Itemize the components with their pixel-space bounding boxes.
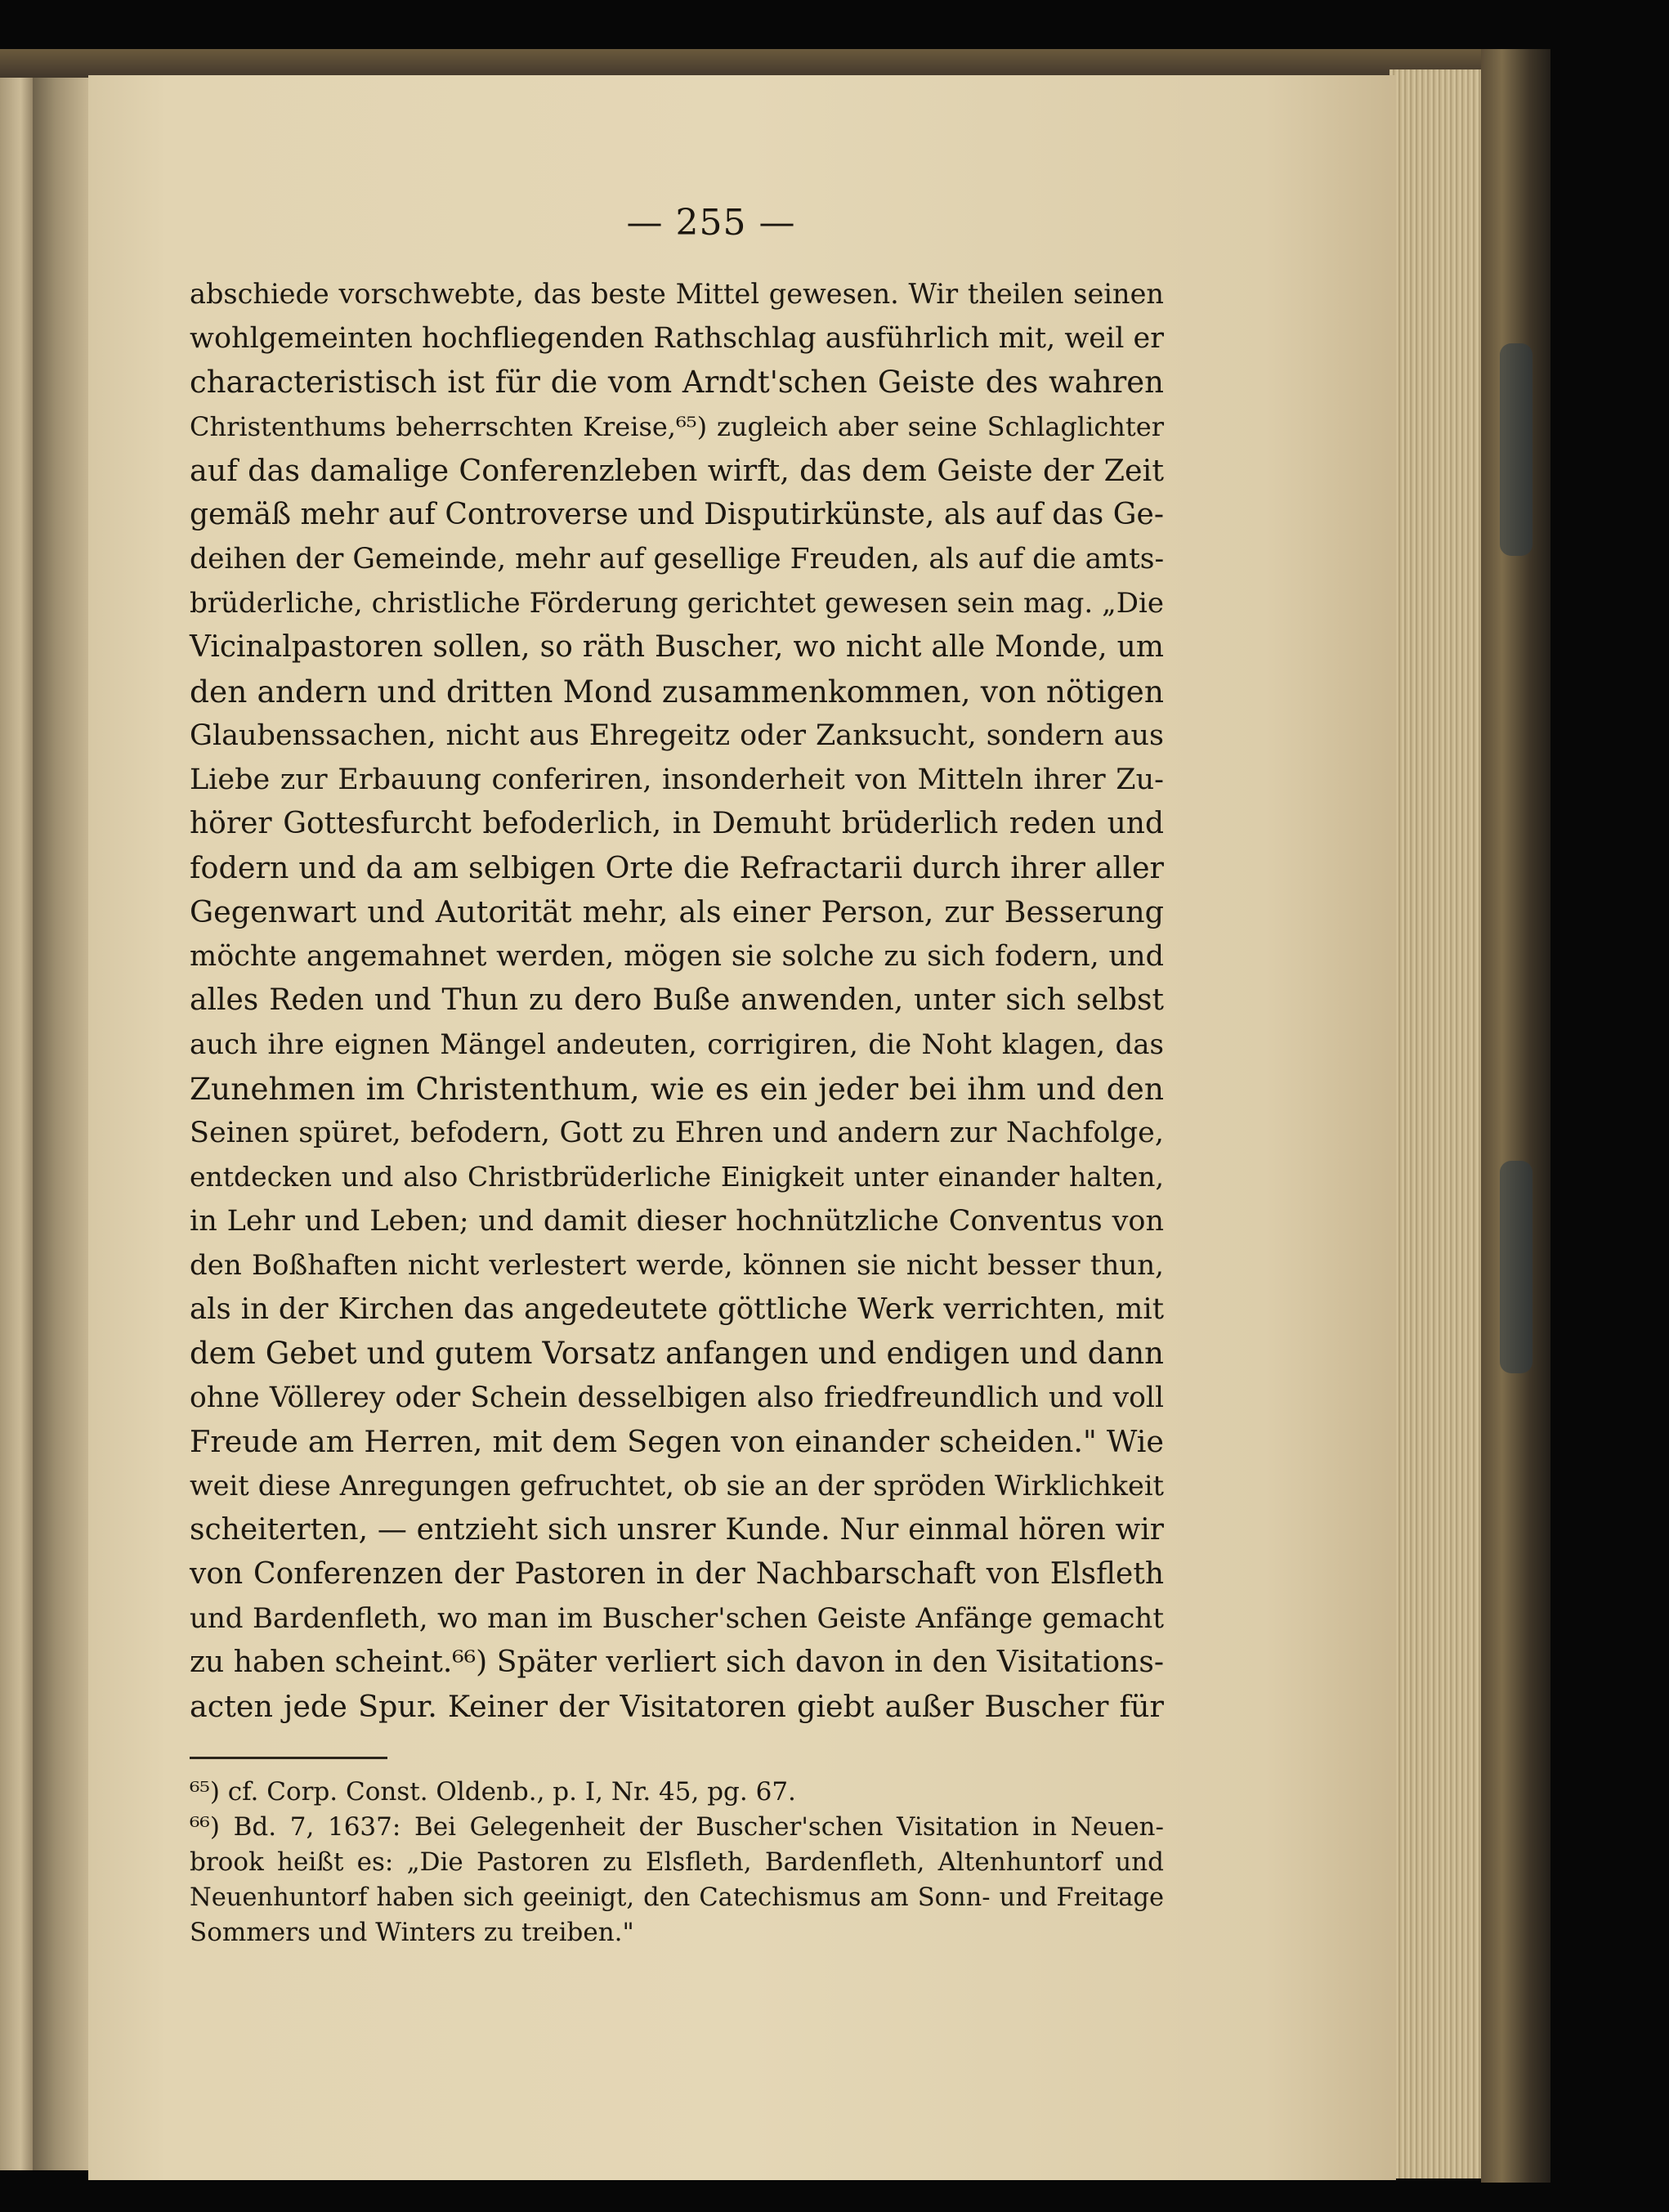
- footnotes: [190, 1775, 1164, 1950]
- text-line: in Lehr und Leben; und damit dieser hochnützliche Conventus von: [190, 1205, 1164, 1238]
- text-line: zu haben scheint.⁶⁶) Später verliert sich davon in den Visitations-: [190, 1646, 1164, 1679]
- text-line: deihen der Gemeinde, mehr auf gesellige Freuden, als auf die amts-: [190, 543, 1165, 575]
- text-line: fodern und da am selbigen Orte die Refractarii durch ihrer aller: [190, 850, 1164, 885]
- footnote-66-line: ⁶⁶) Bd. 7, 1637: Bei Gelegenheit der Buscher'schen Visitation in Neuen-: [190, 1812, 1164, 1842]
- text-line: auf das damalige Conferenzleben wirft, das dem Geiste der Zeit: [190, 453, 1164, 488]
- footnote-divider: [190, 1757, 387, 1759]
- page-number: — 255 —: [626, 202, 796, 244]
- text-line: entdecken und also Christbrüderliche Einigkeit unter einander halten,: [190, 1161, 1164, 1193]
- cover-wear-mark: [1500, 343, 1533, 556]
- text-line: den andern und dritten Mond zusammenkommen, von nötigen: [190, 674, 1164, 710]
- text-line: dem Gebet und gutem Vorsatz anfangen und endigen und dann: [190, 1336, 1164, 1371]
- text-line: brüderliche, christliche Förderung gerichtet gewesen sein mag. „Die: [190, 587, 1164, 620]
- footnote-66-line: brook heißt es: „Die Pastoren zu Elsfleth, Bardenfleth, Altenhuntorf und: [190, 1847, 1164, 1877]
- text-line: ohne Völlerey oder Schein desselbigen also friedfreundlich und voll: [190, 1381, 1164, 1414]
- footnote-65: ⁶⁵) cf. Corp. Const. Oldenb., p. I, Nr. 45, pg. 67.: [190, 1777, 796, 1807]
- text-line: weit diese Anregungen gefruchtet, ob sie an der spröden Wirklichkeit: [190, 1470, 1164, 1502]
- body-text: [190, 272, 1164, 1729]
- text-line: wohlgemeinten hochfliegenden Rathschlag ausführlich mit, weil er: [190, 322, 1164, 355]
- text-line: alles Reden und Thun zu dero Buße anwenden, unter sich selbst: [190, 983, 1164, 1017]
- text-line: möchte angemahnet werden, mögen sie solche zu sich fodern, und: [190, 940, 1164, 973]
- book-gutter: [33, 78, 90, 2170]
- text-line: Liebe zur Erbauung conferiren, insonderheit von Mitteln ihrer Zu-: [190, 763, 1164, 796]
- text-line: den Boßhaften nicht verlestert werde, können sie nicht besser thun,: [190, 1249, 1164, 1282]
- text-line: Gegenwart und Autorität mehr, als einer Person, zur Besserung: [190, 894, 1164, 929]
- text-line: Vicinalpastoren sollen, so räth Buscher, wo nicht alle Monde, um: [190, 630, 1164, 664]
- text-line: characteristisch ist für die vom Arndt'schen Geiste des wahren: [190, 365, 1164, 400]
- text-line: von Conferenzen der Pastoren in der Nachbarschaft von Elsfleth: [190, 1557, 1164, 1591]
- text-line: auch ihre eignen Mängel andeuten, corrigiren, die Noht klagen, das: [190, 1028, 1164, 1061]
- text-line: acten jede Spur. Keiner der Visitatoren giebt außer Buscher für: [190, 1689, 1164, 1724]
- text-line: abschiede vorschwebte, das beste Mittel gewesen. Wir theilen seinen: [190, 278, 1164, 310]
- text-line: und Bardenfleth, wo man im Buscher'schen Geiste Anfänge gemacht: [190, 1602, 1164, 1635]
- text-line: Christenthums beherrschten Kreise,⁶⁵) zugleich aber seine Schlaglichter: [190, 411, 1164, 442]
- text-line: gemäß mehr auf Controverse und Disputirkünste, als auf das Ge-: [190, 498, 1164, 531]
- footnote-66-line: Neuenhuntorf haben sich geeinigt, den Catechismus am Sonn- und Freitage: [190, 1883, 1164, 1912]
- text-line: Zunehmen im Christenthum, wie es ein jeder bei ihm und den: [190, 1071, 1164, 1107]
- text-line: Seinen spüret, befodern, Gott zu Ehren und andern zur Nachfolge,: [190, 1117, 1164, 1149]
- cover-wear-mark: [1500, 1161, 1533, 1373]
- text-line: hörer Gottesfurcht befoderlich, in Demuht brüderlich reden und: [190, 807, 1164, 840]
- footnote-66-line: Sommers und Winters zu treiben.": [190, 1918, 634, 1947]
- text-line: Glaubenssachen, nicht aus Ehregeitz oder Zanksucht, sondern aus: [190, 719, 1164, 752]
- text-line: Freude am Herren, mit dem Segen von einander scheiden." Wie: [190, 1424, 1164, 1459]
- left-page-edge: [0, 78, 34, 2170]
- text-line: als in der Kirchen das angedeutete göttliche Werk verrichten, mit: [190, 1292, 1164, 1326]
- text-line: scheiterten, — entzieht sich unsrer Kunde. Nur einmal hören wir: [190, 1513, 1164, 1547]
- page-stack-edges: [1389, 69, 1483, 2178]
